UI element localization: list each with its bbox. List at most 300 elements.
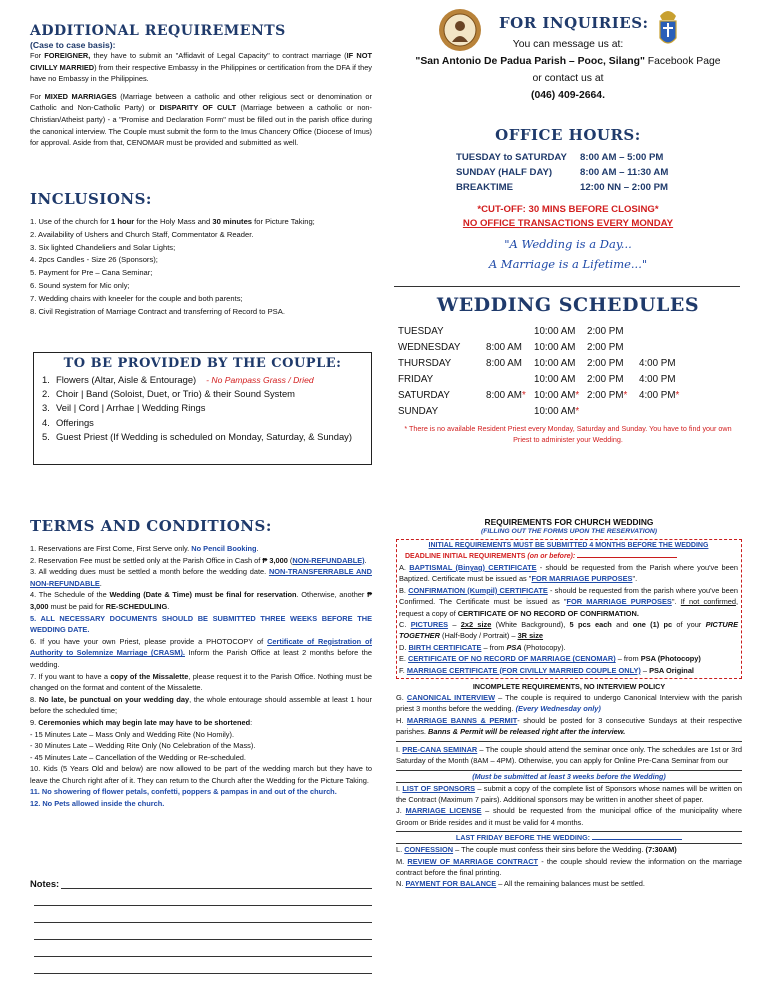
text-run: D. — [399, 642, 409, 652]
requirement-item — [396, 878, 742, 889]
text-run: 10. Kids (5 Years Old and below) are now allowed to be part of the wedding march but they have to leave the Church right after of it. They can return to the Church after the Wedding for the Picture Taking. — [30, 764, 372, 785]
term-item — [30, 694, 372, 717]
text-run: F. — [399, 665, 407, 675]
schedule-time: 10:00 AM — [534, 342, 576, 353]
couple-item — [42, 401, 363, 415]
text-run: ". — [632, 574, 638, 584]
schedule-slot — [587, 340, 639, 356]
text-run: 3. All wedding dues must be settled a month before the wedding date. — [30, 567, 269, 577]
schedule-day: WEDNESDAY — [398, 342, 461, 353]
office-time: 8:00 AM – 5:00 PM — [580, 152, 664, 163]
schedule-day: TUESDAY — [398, 326, 444, 337]
couple-item-label: Guest Priest (If Wedding is scheduled on Monday, Saturday, & Sunday) — [56, 430, 352, 442]
office-time: 8:00 AM – 11:30 AM — [580, 167, 669, 178]
schedule-time: 4:00 PM — [639, 358, 676, 369]
requirements-subtitle: (FILLING OUT THE FORMS UPON THE RESERVATION) — [480, 528, 658, 535]
inquiries-parish-suffix: Facebook Page — [644, 56, 721, 67]
text-run: , please request it to the Parish Office. Nothing must be changed on the format and content of the Missalette. — [30, 671, 372, 693]
schedule-time: 8:00 AM — [486, 390, 522, 401]
text-run: 1 hour — [111, 217, 135, 226]
text-run: 7. Wedding chairs with kneeler for the couple and both parents; — [30, 293, 243, 303]
initial-requirements-box — [396, 539, 742, 679]
term-item — [30, 740, 372, 752]
text-run: ( — [287, 555, 293, 565]
inclusion-item — [30, 267, 372, 280]
text-run: – — [448, 620, 461, 630]
text-run: ) from their respective Embassy in the Philippines or certification from the DFA if they have no Embassy in the Philippines. — [30, 62, 372, 84]
office-time: 12:00 NN – 2:00 PM — [580, 182, 668, 193]
term-item — [30, 589, 372, 612]
text-run: 8. — [30, 694, 39, 704]
text-run: . — [167, 601, 170, 611]
text-run: PICTURES — [410, 620, 449, 630]
text-run: 3. Six lighted Chandeliers and Solar Lights; — [30, 242, 176, 252]
text-run: - should be posted for 3 consecutive Sundays at their respective parishes. — [396, 715, 742, 737]
requirement-item — [396, 856, 742, 879]
schedule-time: 8:00 AM — [486, 358, 522, 369]
text-run: ". — [671, 597, 681, 607]
text-run: NON-REFUNDABLE) — [292, 555, 365, 565]
schedule-row — [398, 324, 691, 340]
text-run: E. — [399, 654, 409, 664]
text-run: L. — [396, 845, 405, 855]
inquiries-phone: (046) 409-2664. — [531, 90, 605, 101]
office-hours-title: OFFICE HOURS: — [495, 126, 641, 144]
text-run: – from — [615, 654, 641, 664]
text-run: 1. Reservations are First Come, First Serve only. — [30, 544, 192, 553]
divider-line — [394, 286, 740, 287]
text-run: IF NOT CIVILLY MARRIED — [30, 51, 372, 72]
text-run: I. — [396, 744, 403, 754]
notes-line — [34, 940, 372, 957]
text-run: – The couple must confess their sins before the Wedding. — [453, 845, 646, 855]
notes-label: Notes: — [30, 878, 60, 889]
text-run: 5 pcs each — [569, 620, 612, 630]
office-hours-section — [398, 126, 748, 274]
deadline-blank — [577, 557, 677, 558]
couple-item-label: Offerings — [56, 416, 94, 428]
couple-item — [42, 387, 363, 401]
schedule-day: SUNDAY — [398, 406, 439, 417]
mixed-marriage-paragraph — [30, 91, 372, 149]
text-run: 2x2 size — [460, 620, 492, 630]
text-run: 8. Civil Registration of Marriage Contract and transferring of Record to PSA. — [30, 306, 285, 316]
schedule-slot — [639, 340, 691, 356]
text-run: one (1) pc — [632, 620, 673, 630]
text-run: (Marriage between a catholic and other religious sect or denomination or Catholic and Non-Catholic Party) or — [30, 91, 372, 113]
deadline-note: (on or before): — [527, 553, 576, 560]
couple-item-text — [56, 401, 205, 415]
text-run: they have to submit an "Affidavit of Legal Capacity" to contract marriage ( — [90, 51, 347, 60]
text-run: MARRIAGE CERTIFICATE (FOR CIVILLY MARRIED COUPLE ONLY) — [406, 665, 641, 675]
cutoff-notice: *CUT-OFF: 30 MINS BEFORE CLOSING* — [477, 204, 659, 215]
text-run: Wedding (Date & Time) must be final for reservation — [109, 590, 297, 600]
note-text: There is no available Resident Priest every Monday, Saturday and Sunday. You have to find your own Priest to administer your Wedding. — [409, 424, 732, 444]
text-run: – from — [481, 642, 507, 652]
schedule-slot — [534, 388, 587, 404]
text-run: 1. Use of the church for — [30, 217, 112, 226]
text-run: Ceremonies which may begin late may have to be shortened — [38, 717, 251, 727]
inquiries-line3: or contact us at — [532, 73, 604, 84]
text-run: MARRIAGE BANNS & PERMIT — [406, 715, 518, 725]
inclusion-item — [30, 229, 372, 242]
asterisk-mark: * — [521, 390, 526, 401]
requirement-item — [396, 715, 742, 738]
text-run: 9. — [30, 717, 39, 727]
text-run: - 30 Minutes Late – Wedding Rite Only (No Celebration of the Mass). — [30, 741, 256, 751]
text-run: B. — [399, 585, 409, 595]
schedule-slot — [534, 324, 587, 340]
couple-item-text — [56, 416, 94, 430]
couple-provided-title: TO BE PROVIDED BY THE COUPLE: — [63, 356, 342, 371]
text-run: . — [364, 555, 367, 565]
inquiries-body — [398, 36, 738, 104]
inclusions-section — [30, 190, 372, 318]
text-run: 5. ALL NECESSARY DOCUMENTS SHOULD BE SUBMITTED THREE WEEKS BEFORE THE WEDDING DATE. — [30, 613, 372, 635]
notes-section — [30, 878, 372, 974]
text-run: If not confirmed — [680, 597, 736, 607]
text-run: 30 minutes — [212, 217, 253, 226]
office-hours-row — [456, 150, 674, 165]
text-run: CANONICAL INTERVIEW — [406, 693, 496, 703]
text-run: – All the remaining balances must be settled. — [496, 879, 645, 889]
note-asterisk: * — [404, 424, 410, 433]
requirement-item — [399, 619, 738, 642]
office-day: SUNDAY (HALF DAY) — [456, 167, 553, 178]
text-run: - 15 Minutes Late – Mass Only and Wedding Rite (No Homily). — [30, 729, 235, 739]
text-run: of your — [672, 620, 706, 630]
schedule-slot — [534, 404, 587, 420]
text-run: No Pencil Booking — [191, 544, 257, 553]
schedule-time: 10:00 AM — [534, 374, 576, 385]
inquiries-parish-name: "San Antonio De Padua Parish – Pooc, Silang" — [415, 56, 645, 67]
wedding-schedules-table — [398, 324, 691, 420]
couple-item-number: 2. — [42, 388, 50, 400]
text-run: PSA (Photocopy) — [640, 654, 701, 664]
schedule-day: SATURDAY — [398, 390, 450, 401]
couple-provided-box — [33, 352, 372, 465]
couple-item — [42, 373, 363, 387]
schedule-slot — [486, 404, 534, 420]
text-run: must be paid for — [48, 601, 106, 611]
text-run: (Photocopy). — [521, 642, 566, 652]
schedule-slot — [587, 404, 639, 420]
text-run: J. — [396, 806, 406, 816]
couple-item-label: Choir | Band (Soloist, Duet, or Trio) & their Sound System — [56, 388, 295, 400]
text-run: MIXED MARRIAGES — [44, 91, 117, 101]
inquiries-line1: You can message us at: — [512, 39, 624, 50]
schedule-slot — [639, 324, 691, 340]
text-run: NON-TRANSFERRABLE AND NON-REFUNDABLE — [30, 567, 372, 588]
inclusions-list — [30, 216, 372, 318]
schedule-time: 2:00 PM — [587, 326, 624, 337]
notes-line — [61, 878, 372, 889]
requirement-item — [396, 844, 742, 855]
last-friday-label: LAST FRIDAY BEFORE THE WEDDING: — [455, 833, 591, 843]
requirement-item — [399, 642, 738, 653]
term-item — [30, 671, 372, 694]
text-run: - 45 Minutes Late – Cancellation of the Wedding or Re-scheduled. — [30, 752, 246, 762]
text-run: PSA — [506, 642, 522, 652]
last-friday-heading — [396, 831, 742, 844]
schedule-slot — [534, 372, 587, 388]
text-run: Inform the Parish Office at least 2 months before the wedding. — [30, 648, 372, 669]
text-run: 6. If you have your own Priest, please provide a PHOTOCOPY of — [30, 636, 268, 646]
term-item — [30, 717, 372, 729]
text-run: CERTIFICATE OF NO RECORD OF CONFIRMATION. — [457, 608, 639, 618]
notes-line — [34, 957, 372, 974]
office-notices — [398, 203, 738, 231]
requirement-item — [399, 653, 738, 664]
schedule-slot — [486, 340, 534, 356]
schedule-row — [398, 340, 691, 356]
text-run: 11. No showering of flower petals, confetti, poppers & pampas in and out of the church. — [30, 787, 337, 797]
schedule-row — [398, 388, 691, 404]
office-hours-table — [456, 150, 674, 195]
deadline-label: DEADLINE INITIAL REQUIREMENTS — [405, 553, 526, 560]
initial-requirements-list — [399, 562, 738, 676]
text-run: I. — [396, 783, 403, 793]
three-weeks-heading: (Must be submitted at least 3 weeks before the Wedding) — [396, 770, 742, 783]
schedule-time: 10:00 AM — [534, 326, 576, 337]
couple-item-label: Veil | Cord | Arrhae | Wedding Rings — [56, 402, 206, 414]
schedule-row — [398, 404, 691, 420]
divider-line — [396, 741, 742, 742]
schedule-slot — [486, 388, 534, 404]
asterisk-mark: * — [675, 390, 680, 401]
additional-requirements-section — [30, 23, 372, 149]
text-run: A. — [399, 563, 410, 572]
text-run: For — [30, 91, 45, 101]
text-run: PSA Original — [649, 665, 694, 675]
text-run: (Every Wednesday only) — [515, 704, 601, 714]
text-run: PICTURE TOGETHER — [399, 620, 739, 641]
wedding-schedules-title: WEDDING SCHEDULES — [436, 294, 700, 316]
text-run: G. — [396, 693, 407, 703]
asterisk-mark: * — [575, 390, 580, 401]
schedule-time: 10:00 AM — [534, 406, 576, 417]
schedule-slot — [534, 340, 587, 356]
schedule-slot — [639, 388, 691, 404]
terms-section — [30, 517, 372, 810]
couple-item — [42, 416, 363, 430]
term-item — [30, 543, 372, 555]
text-run: For — [30, 51, 45, 60]
text-run: 4. The Schedule of the — [30, 590, 110, 600]
term-item — [30, 786, 372, 798]
schedule-slot — [587, 356, 639, 372]
term-item — [30, 752, 372, 764]
couple-item-text — [56, 430, 352, 444]
asterisk-mark: * — [623, 390, 628, 401]
couple-item-note: - No Pampass Grass / Dried — [206, 375, 314, 385]
term-item — [30, 729, 372, 741]
text-run: . — [256, 544, 259, 553]
text-run: LIST OF SPONSORS — [402, 783, 476, 793]
term-item — [30, 763, 372, 786]
term-item — [30, 566, 372, 589]
incomplete-policy: INCOMPLETE REQUIREMENTS, NO INTERVIEW POLICY — [472, 682, 666, 692]
schedule-time: 8:00 AM — [486, 342, 522, 353]
inclusion-item — [30, 293, 372, 306]
text-run: . — [99, 578, 102, 588]
three-weeks-list — [396, 783, 742, 829]
text-run: BIRTH CERTIFICATE — [408, 642, 482, 652]
notes-line — [34, 906, 372, 923]
requirement-item — [399, 585, 738, 619]
text-run: REVIEW OF MARRIAGE CONTRACT — [407, 856, 539, 866]
inclusion-item — [30, 280, 372, 293]
text-run: 7. If you want to have a — [30, 671, 111, 681]
text-run: CERTIFICATE OF NO RECORD OF MARRIAGE (CENOMAR) — [408, 654, 616, 664]
text-run: – should be requested from the municipal office of the municipality where Groom or Bride resides and it must be valid for 4 months. — [396, 806, 742, 827]
text-run: MARRIAGE LICENSE — [405, 806, 482, 816]
asterisk-mark: * — [575, 406, 580, 417]
requirement-item — [399, 562, 738, 585]
text-run: - should be requested from the parish where you've been Confirmed. The Certificate must be issued as " — [399, 585, 738, 607]
text-run: . Otherwise, another — [296, 590, 368, 600]
no-office-notice: NO OFFICE TRANSACTIONS EVERY MONDAY — [462, 218, 674, 229]
schedule-time: 2:00 PM — [587, 374, 624, 385]
foreigner-paragraph — [30, 50, 372, 85]
couple-item — [42, 430, 363, 444]
schedule-slot — [639, 372, 691, 388]
text-run: – The couple should attend the seminar once only. The schedules are 1st or 3rd Saturday of the Month (8AM – 4PM). Otherwise, you can apply for Online Pre-Cana Seminar from our — [396, 744, 742, 766]
text-run: 6. Sound system for Mic only; — [30, 280, 130, 290]
additional-requirements-title: ADDITIONAL REQUIREMENTS — [30, 23, 286, 39]
text-run: 2. Reservation Fee must be settled only at the Parish Office in Cash of — [30, 555, 263, 565]
initial-requirements-heading: INITIAL REQUIREMENTS MUST BE SUBMITTED 4 MONTHS BEFORE THE WEDDING — [428, 542, 709, 549]
text-run: ₱ 3,000 — [30, 590, 372, 611]
inclusion-item — [30, 216, 372, 229]
script-line2: A Marriage is a Lifetime..." — [488, 257, 648, 271]
requirement-item — [396, 805, 742, 828]
text-run: DISPARITY OF CULT — [159, 103, 237, 113]
schedule-time: 4:00 PM — [639, 390, 676, 401]
deadline-line — [399, 551, 738, 562]
couple-provided-list — [34, 371, 371, 444]
text-run: No late, be punctual on your wedding day — [38, 694, 190, 704]
inquiries-parish — [398, 53, 738, 70]
additional-requirements-subtitle: (Case to case basis): — [30, 40, 116, 50]
text-run: , the whole entourage should assemble at least 1 hour before the scheduled time; — [30, 694, 372, 716]
schedule-time: 2:00 PM — [587, 390, 624, 401]
couple-item-text — [56, 373, 314, 387]
term-item — [30, 613, 372, 636]
text-run: 2. Availability of Ushers and Church Staff, Commentator & Reader. — [30, 229, 254, 239]
text-run: RE-SCHEDULING — [105, 601, 168, 611]
schedule-slot — [587, 388, 639, 404]
text-run: (Half-Body / Portrait) – — [439, 631, 518, 641]
schedule-day: THURSDAY — [398, 358, 452, 369]
terms-title: TERMS AND CONDITIONS: — [30, 517, 272, 535]
text-run: ₱ 3,000 — [262, 555, 288, 565]
schedule-slot — [534, 356, 587, 372]
requirements-title: REQUIREMENTS FOR CHURCH WEDDING — [484, 517, 654, 527]
text-run: PAYMENT FOR BALANCE — [405, 879, 497, 889]
text-run: BAPTISMAL (Binyag) CERTIFICATE — [409, 563, 537, 572]
term-item — [30, 555, 372, 567]
schedule-time: 10:00 AM — [534, 390, 576, 401]
office-day: BREAKTIME — [456, 182, 514, 193]
inclusions-title: INCLUSIONS: — [30, 190, 152, 208]
notes-line — [34, 923, 372, 940]
schedule-time: 4:00 PM — [639, 374, 676, 385]
terms-list — [30, 543, 372, 810]
couple-item-number: 1. — [42, 374, 50, 385]
couple-item-label: Flowers (Altar, Aisle & Entourage) — [56, 374, 197, 385]
requirement-item — [396, 744, 742, 767]
office-hours-row — [456, 180, 674, 195]
inclusion-item — [30, 242, 372, 255]
text-run: Certificate of Registration of Authority to Solemnize Marriage (CRASM). — [30, 636, 372, 658]
interview-requirements-list — [396, 692, 742, 738]
script-line1: "A Wedding is a Day... — [504, 237, 632, 251]
text-run: M. — [396, 856, 408, 866]
text-run: Banns & Permit will be released right after the interview. — [428, 727, 626, 737]
inquiries-section — [398, 8, 748, 108]
text-run: FOR MARRIAGE PURPOSES — [531, 574, 633, 584]
text-run: – — [640, 665, 650, 675]
term-item — [30, 636, 372, 671]
text-run: (Marriage between a catholic or non-Christian/Atheist party) - a "Promise and Declaration Form" must be filled out in the parish office during the canonical interview. The Couple must submit the form to the Imus Chancery Office (Diocese of Imus) for approval. Aside from that, CENOMAR must be provided and submitted as well. — [30, 103, 373, 148]
schedule-time: 2:00 PM — [587, 342, 624, 353]
inclusion-item — [30, 254, 372, 267]
schedule-time: 10:00 AM — [534, 358, 576, 369]
text-run: CONFESSION — [404, 845, 454, 855]
inquiries-title: FOR INQUIRIES: — [499, 14, 649, 32]
schedule-row — [398, 372, 691, 388]
couple-item-number: 4. — [42, 416, 50, 428]
seminar-requirements-list — [396, 744, 742, 767]
requirement-item — [396, 692, 742, 715]
text-run: 3R size — [517, 631, 544, 641]
text-run: - should be requested from the Parish where you've been Baptized. Certificate must be issued as " — [399, 563, 738, 584]
schedule-slot — [639, 356, 691, 372]
text-run: FOR MARRIAGE PURPOSES — [566, 597, 672, 607]
text-run: (White Background), — [491, 620, 570, 630]
schedule-slot — [587, 372, 639, 388]
text-run: 4. 2pcs Candles - Size 26 (Sponsors); — [30, 255, 158, 265]
text-run: , request a copy of — [399, 597, 739, 618]
requirement-item — [399, 665, 738, 676]
schedule-slot — [639, 404, 691, 420]
schedule-slot — [486, 372, 534, 388]
inclusion-item — [30, 306, 372, 319]
last-friday-list — [396, 844, 742, 890]
term-item — [30, 798, 372, 810]
text-run: 5. Payment for Pre – Cana Seminar; — [30, 268, 153, 278]
text-run: FOREIGNER, — [44, 51, 91, 60]
text-run: – submit a copy of the complete list of Sponsors whose names will be written on the Contract (Maximum 7 pairs). Additional sponsors may be written in another sheet of paper. — [396, 783, 742, 804]
requirement-item — [396, 783, 742, 806]
schedule-time: 2:00 PM — [587, 358, 624, 369]
text-run: - the couple should review the information on the marriage contract before the final printing. — [396, 856, 742, 877]
schedule-row — [398, 356, 691, 372]
couple-item-number: 5. — [42, 430, 50, 442]
wedding-schedules-section — [398, 294, 748, 445]
couple-item-number: 3. — [42, 402, 50, 414]
text-run: C. — [399, 620, 411, 630]
text-run: N. — [396, 879, 406, 889]
text-run: copy of the Missalette — [110, 671, 189, 681]
requirements-section — [396, 517, 742, 890]
office-hours-row — [456, 165, 674, 180]
schedule-slot — [587, 324, 639, 340]
schedule-slot — [486, 324, 534, 340]
text-run: PRE-CANA SEMINAR — [402, 744, 478, 754]
last-friday-blank — [592, 839, 682, 840]
